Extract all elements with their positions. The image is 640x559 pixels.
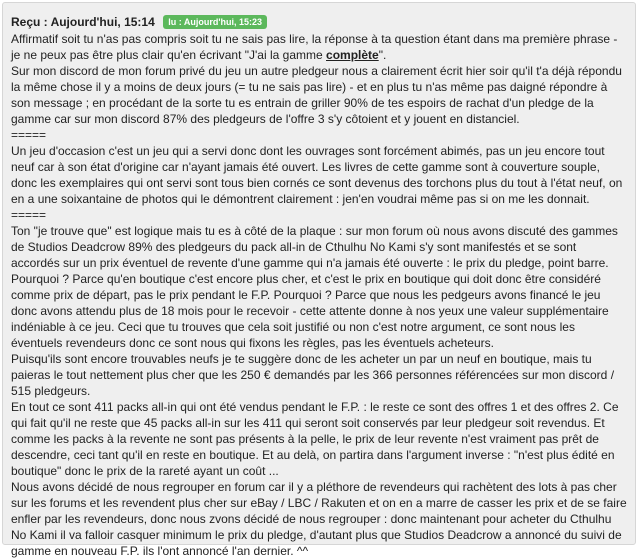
emphasis-text: complète: [326, 48, 379, 62]
message-panel: [2, 2, 636, 558]
paragraph: Ton "je trouve que" est logique mais tu es à côté de la plaque : sur mon forum où nous avons discuté des gammes de Studios Deadcrow 89% des pledgeurs du pack all-in de Cthulhu No Kami s'y sont manifestés et se sont accordés sur un prix éventuel de revente d'une gamme qui n'a jamais été ouverte : le prix du pledge, point barre. Pourquoi ? Parce qu'en boutique c'est encore plus cher, et c'est le prix en boutique qui doit donc être considéré comme prix de départ, pas le prix pendant le F.P. Pourquoi ? Parce que nous les pedgeurs avons financé le jeu donc avons attendu plus de 18 mois pour le recevoir - cette attente donne à nos yeux une valeur supplémentaire indéniable à ce jeu. Ceci que tu trouves que cela soit justifié ou non c'est notre argument, ce sont nous les éventuels revendeurs donc ce sont nous qui fixons les règles, pas les éventuels acheteurs.: [11, 224, 618, 350]
message-body: [3, 31, 635, 559]
paragraph: Puisqu'ils sont encore trouvables neufs je te suggère donc de les acheter un par un neuf en boutique, mais tu paieras le tout nettement plus cher que les 250 € demandés par les 366 personnes référencées sur mon discord / 515 pledgeurs.: [11, 352, 615, 398]
paragraph: [11, 31, 627, 63]
separator: =====: [11, 208, 47, 222]
read-status-badge: lu : Aujourd'hui, 15:23: [163, 15, 267, 29]
received-timestamp: Reçu : Aujourd'hui, 15:14: [11, 15, 155, 29]
paragraph-text: ".: [378, 48, 387, 62]
message-header: [3, 3, 635, 31]
paragraph: Nous avons décidé de nous regrouper en forum car il y a pléthore de revendeurs qui rachètent des lots à pas cher sur les forums et les revendent plus cher sur eBay / LBC / Rakuten et on en a marre de casser les prix et de se faire enfler par les revendeurs, donc nous zvons décidé de nous regrouper : donc maintenant pour acheter du Cthulhu No Kami il va falloir casquer minimum le prix du pledge, d'autant plus que Studios Deadcrow a annoncé du suivi de gamme en nouveau F.P. ils l'ont annoncé l'an dernier. ^^: [11, 480, 627, 558]
paragraph: Un jeu d'occasion c'est un jeu qui a servi donc dont les ouvrages sont forcément abimés, pas un jeu encore tout neuf car à son état d'origine car n'ayant jamais été ouvert. Les livres de cette gamme sont à couverture souple, donc les exemplaires qui ont servi sont tous bien cornés ce sont devenus des torchons plus du tout à l'état neuf, on en a une soixantaine de photos qui le démontrent clairement : jen'en voudrai même pas si on me les donnait.: [11, 144, 623, 206]
separator: =====: [11, 128, 47, 142]
paragraph: Sur mon discord de mon forum privé du jeu un autre pledgeur nous a clairement écrit hier soir qu'il t'a déjà répondu la même chose il y a moins de deux jours (= tu ne sais pas lire) - et en plus tu n'as même pas daigné répondre à son message ; en procédant de la sorte tu es entrain de griller 90% de tes espoirs de rachat d'un pledge de la gamme car sur mon discord 87% des pledgeurs de l'offre 3 s'y côtoient et y jouent en distanciel.: [11, 64, 622, 126]
paragraph: En tout ce sont 411 packs all-in qui ont été vendus pendant le F.P. : le reste ce sont des offres 1 et des offres 2. Ce qui fait qu'il ne reste que 45 packs all-in sur les 411 qui seront soit conservés par leur pledgeur soit revendus. Et comme les packs à la revente ne sont pas présents à la pelle, le prix de leur revente n'est vraiment pas prêt de descendre, ceci tant qu'il en reste en boutique. Et au delà, on partira dans l'argument inverse : "n'est plus édité en boutique" donc le prix de la rareté ayant un coût ...: [11, 400, 619, 478]
paragraph-text: Affirmatif soit tu n'as pas compris soit tu ne sais pas lire, la réponse à ta question étant dans ma première phrase - je ne peux pas être plus clair qu'en écrivant "J'ai la gamme: [11, 32, 618, 62]
